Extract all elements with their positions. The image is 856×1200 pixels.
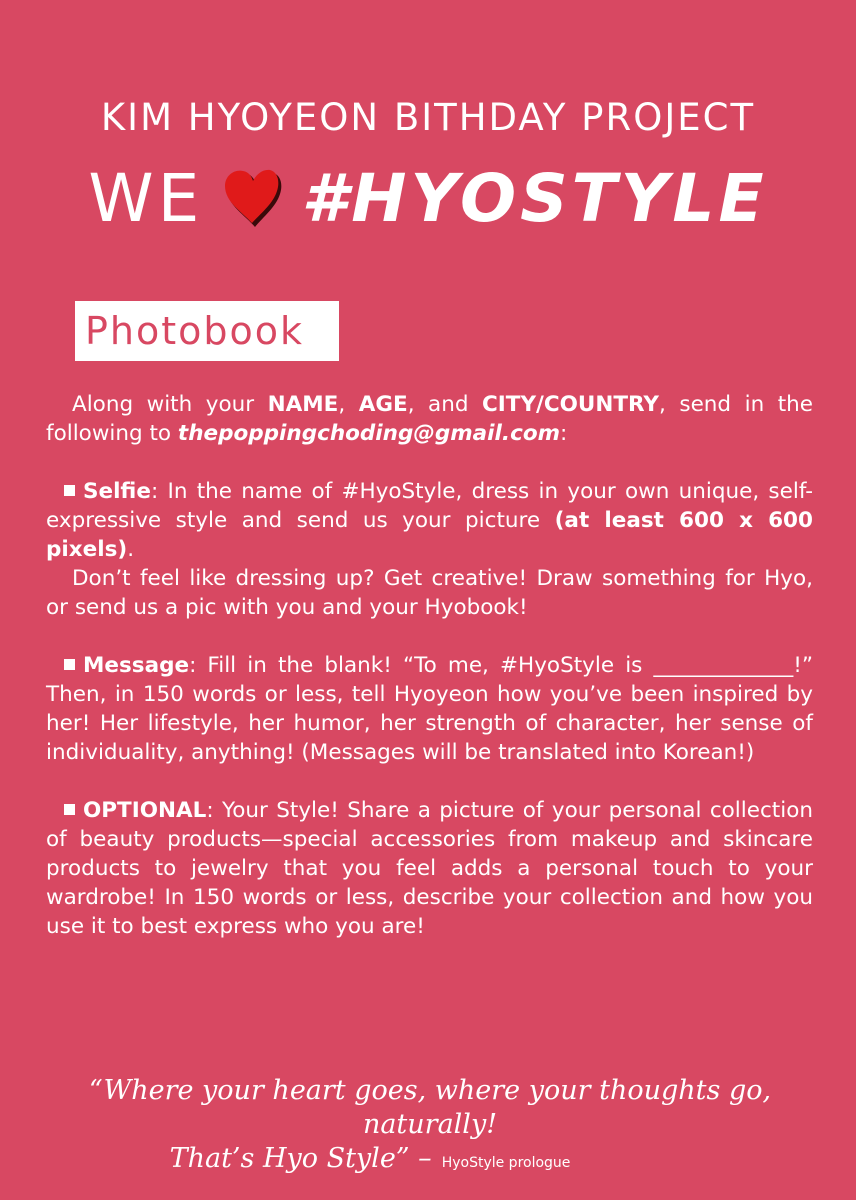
headline-hashtag: #HYOSTYLE <box>301 159 768 237</box>
email-link[interactable]: thepoppingchoding@gmail.com <box>177 421 560 446</box>
intro-text: Along with your <box>72 392 268 417</box>
quote-line-2: That’s Hyo Style” – <box>169 1143 432 1174</box>
message-label: Message <box>83 653 190 678</box>
heart-icon <box>221 167 285 229</box>
selfie-size-requirement: (at least 600 x 600 pixels) <box>46 508 813 562</box>
hyostyle-quote <box>30 1074 830 1180</box>
age-keyword: AGE <box>358 392 408 417</box>
selfie-label: Selfie <box>83 479 151 504</box>
quote-line-1: “Where your heart goes, where your thoughts go, naturally! <box>88 1075 772 1140</box>
intro-text: : <box>560 421 568 446</box>
optional-text: : Your Style! Share a picture of your personal collection of beauty products—special accessories from makeup and skincare products to jewelry that you feel adds a personal touch to your wardrobe! In 150 words or less, describe your collection and how you use it to best express who you are! <box>46 798 813 939</box>
optional-label: OPTIONAL <box>83 798 207 823</box>
selfie-alt-paragraph: Don’t feel like dressing up? Get creative! Draw something for Hyo, or send us a pic with you and your Hyobook! <box>46 566 813 620</box>
project-title: KIM HYOYEON BITHDAY PROJECT <box>100 96 756 139</box>
selfie-paragraph <box>46 477 813 564</box>
quote-line-2-wrap <box>30 1142 830 1180</box>
square-bullet-icon <box>64 804 75 815</box>
message-text: : Fill in the blank! “To me, #HyoStyle is _____________!” Then, in 150 words or less, tell Hyoyeon how you’ve been inspired by her! Her lifestyle, her humor, her strength of character, her sense of individuality, anything! (Messages will be translated into Korean!) <box>46 653 813 765</box>
message-paragraph <box>46 651 813 767</box>
city-country-keyword: CITY/COUNTRY <box>482 392 660 417</box>
instructions-body <box>46 390 813 941</box>
selfie-text-end: . <box>127 537 135 562</box>
square-bullet-icon <box>64 485 75 496</box>
name-keyword: NAME <box>267 392 339 417</box>
optional-paragraph <box>46 796 813 941</box>
quote-attribution: HyoStyle prologue <box>441 1155 571 1171</box>
section-title: Photobook <box>85 309 305 353</box>
hashtag-headline <box>0 158 856 238</box>
section-title-box <box>75 301 339 361</box>
selfie-text: : In the name of #HyoStyle, dress in your own unique, self-expressive style and send us your picture <box>46 479 813 533</box>
intro-text: , and <box>407 392 483 417</box>
headline-we: WE <box>88 159 204 237</box>
intro-paragraph <box>46 390 813 448</box>
square-bullet-icon <box>64 659 75 670</box>
intro-text: , send in the following to <box>46 392 813 446</box>
intro-text: , <box>338 392 359 417</box>
